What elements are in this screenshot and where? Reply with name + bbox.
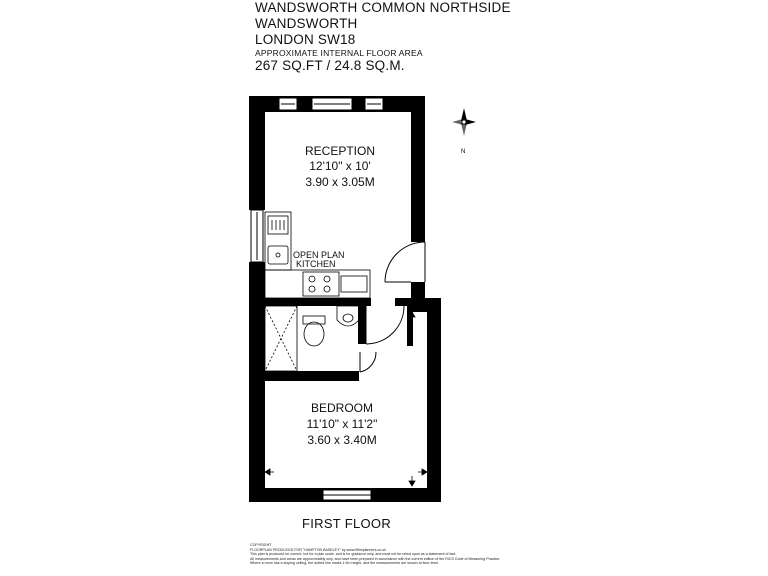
bathroom-fittings bbox=[265, 306, 359, 371]
compass-rose-icon bbox=[452, 108, 476, 155]
address-line-3: LONDON SW18 bbox=[255, 32, 356, 47]
copyright-line-1: FLOORPLAN PRODUCED FOR "HAMPTON BASELEY" by www.fiftimplanners.co.uk bbox=[250, 547, 387, 552]
dimension-markers bbox=[265, 312, 427, 486]
bathroom-door bbox=[360, 306, 404, 372]
reception-metric: 3.90 x 3.05M bbox=[305, 175, 375, 189]
entrance-door bbox=[385, 242, 425, 282]
area-caption: APPROXIMATE INTERNAL FLOOR AREA bbox=[255, 48, 423, 58]
bedroom-imperial: 11'10" x 11'2" bbox=[306, 417, 378, 431]
address-line-2: WANDSWORTH bbox=[255, 16, 358, 31]
reception-name: RECEPTION bbox=[304, 144, 376, 158]
reception-imperial: 12'10" x 10' bbox=[309, 159, 371, 173]
bedroom-metric: 3.60 x 3.40M bbox=[307, 433, 377, 447]
copyright-line-3: All measurements and areas are approximately only, and have been prepared in accordance with the current edition of the RICS Code of Measuring Practice. bbox=[250, 556, 501, 561]
copyright-line-2: This plan is produced for correct, but for a plan scale, and is for guidance only, and must not be relied upon as a statement of fact. bbox=[250, 552, 457, 557]
floor-label: FIRST FLOOR bbox=[302, 516, 392, 531]
bedroom-name: BEDROOM bbox=[310, 401, 374, 415]
compass-north-label: N bbox=[461, 149, 466, 155]
kitchen-label-line1: OPEN PLAN bbox=[293, 250, 345, 260]
address-line-1: WANDSWORTH COMMON NORTHSIDE bbox=[255, 0, 511, 15]
kitchen-label-line2: KITCHEN bbox=[296, 259, 336, 269]
copyright-line-4: Where a room has a sloping ceiling, the dotted line marks 1.5m height, and the measurements are shown at floor level. bbox=[250, 561, 439, 566]
copyright-title: COPYRIGHT bbox=[250, 543, 272, 547]
copyright-notice bbox=[250, 543, 530, 566]
area-value: 267 SQ.FT / 24.8 SQ.M. bbox=[255, 58, 405, 73]
